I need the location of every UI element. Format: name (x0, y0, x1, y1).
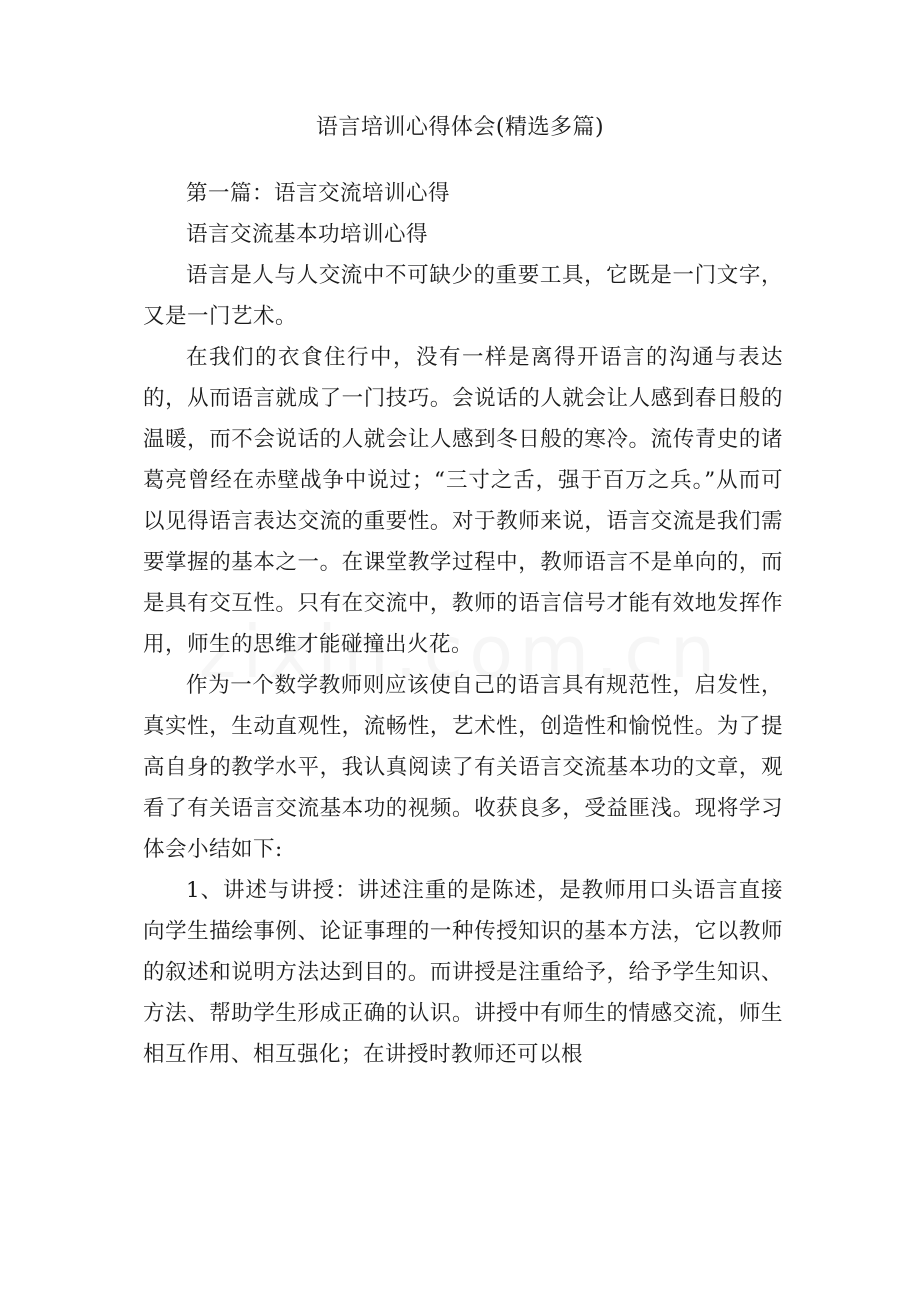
document-body (143, 173, 783, 1075)
body-paragraph: 作为一个数学教师则应该使自己的语言具有规范性，启发性，真实性，生动直观性，流畅性，艺术性，创造性和愉悦性。为了提高自身的教学水平，我认真阅读了有关语言交流基本功的文章，观看了有关语言交流基本功的视频。收获良多，受益匪浅。现将学习体会小结如下: (143, 673, 783, 862)
body-paragraph: 语言是人与人交流中不可缺少的重要工具，它既是一门文字，又是一门艺术。 (143, 263, 783, 329)
body-paragraph: 在我们的衣食住行中，没有一样是离得开语言的沟通与表达的，从而语言就成了一门技巧。会说话的人就会让人感到春日般的温暖，而不会说话的人就会让人感到冬日般的寒冷。流传青史的诸葛亮曾经在赤壁战争中说过；“三寸之舌，强于百万之兵。”从而可以见得语言表达交流的重要性。对于教师来说，语言交流是我们需要掌握的基本之一。在课堂教学过程中，教师语言不是单向的，而是具有交互性。只有在交流中，教师的语言信号才能有效地发挥作用，师生的思维才能碰撞出火花。 (143, 345, 783, 657)
section-subheading: 语言交流基本功培训心得 (186, 222, 429, 247)
section-heading: 第一篇：语言交流培训心得 (186, 181, 451, 206)
document-title: 语言培训心得体会(精选多篇) (315, 115, 605, 140)
body-paragraph: 1、讲述与讲授：讲述注重的是陈述，是教师用口头语言直接向学生描绘事例、论证事理的一种传授知识的基本方法，它以教师的叙述和说明方法达到目的。而讲授是注重给予，给予学生知识、方法、帮助学生形成正确的认识。讲授中有师生的情感交流，师生相互作用、相互强化；在讲授时教师还可以根 (143, 878, 783, 1067)
